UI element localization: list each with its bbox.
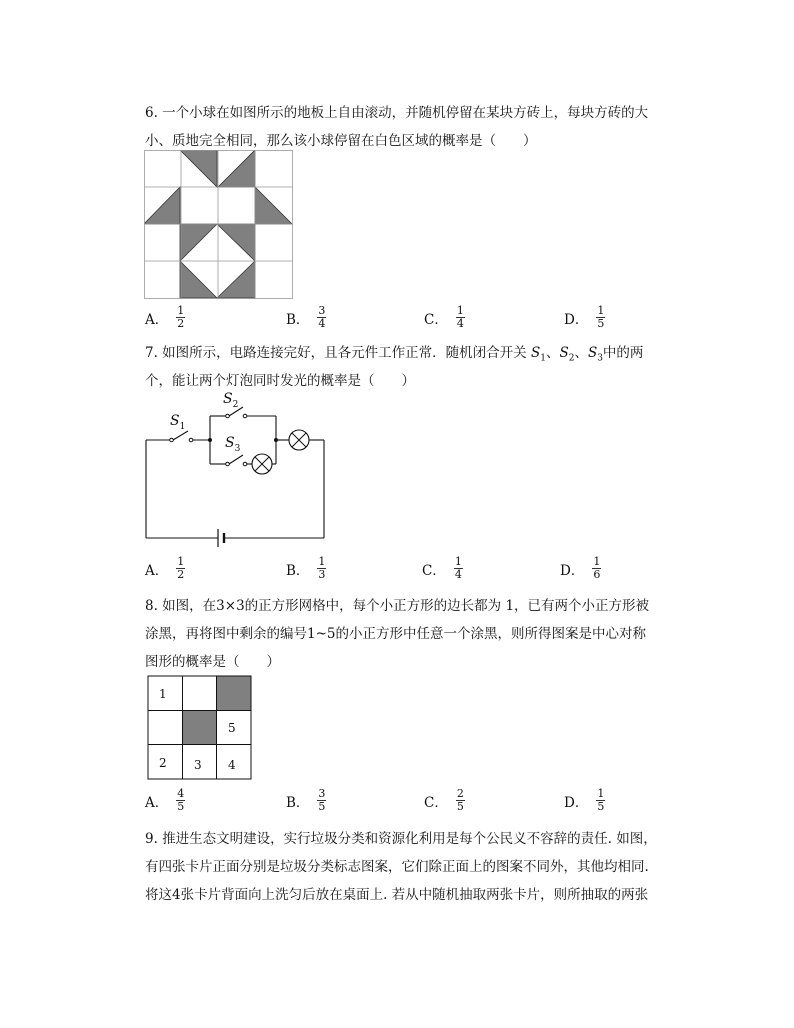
q9-text-line1: 9. 推进生态文明建设，实行垃圾分类和资源化利用是每个公民义不容辞的责任. 如图， xyxy=(145,831,657,847)
q8-cell-5: 5 xyxy=(228,721,236,735)
q8-cell-4: 4 xyxy=(228,758,236,772)
q6-text-line2: 小、质地完全相同，那么该小球停留在白色区域的概率是（ ） xyxy=(145,133,537,149)
q7-option-c[interactable]: C． $\frac{1}{4}$ xyxy=(422,555,462,581)
q7-label-s1: $S_1$ xyxy=(170,413,186,432)
q7-circuit-figure xyxy=(140,385,335,550)
q7-lamp-1 xyxy=(289,430,309,450)
q9-text-line2: 有四张卡片正面分别是垃圾分类标志图案，它们除正面上的图案不同外，其他均相同. xyxy=(145,859,649,875)
q6-tri-left xyxy=(144,187,180,224)
q6-option-a[interactable]: A． $\frac{1}{2}$ xyxy=(145,304,185,330)
q8-option-a[interactable]: A． $\frac{4}{5}$ xyxy=(145,787,185,813)
q7-text-line2: 个，能让两个灯泡同时发光的概率是（ ） xyxy=(145,373,415,389)
q8-option-b[interactable]: B． $\frac{3}{5}$ xyxy=(286,787,326,813)
q8-option-d[interactable]: D． $\frac{1}{5}$ xyxy=(564,787,605,813)
q6-option-d[interactable]: D． $\frac{1}{5}$ xyxy=(564,304,605,330)
q8-shaded-center xyxy=(183,710,217,744)
q6-option-c[interactable]: C． $\frac{1}{4}$ xyxy=(424,304,464,330)
q8-cell-1: 1 xyxy=(159,687,167,701)
q8-cell-2: 2 xyxy=(159,756,167,770)
q6-tri-right xyxy=(255,187,292,224)
q7-label-s2: $S_2$ xyxy=(223,391,239,410)
q8-text-line2: 涂黑，再将图中剩余的编号1~5的小正方形中任意一个涂黑，则所得图案是中心对称 xyxy=(145,626,646,642)
q6-option-b[interactable]: B． $\frac{3}{4}$ xyxy=(286,304,326,330)
q7-text-line1: 7. 如图所示，电路连接完好，且各元件工作正常．随机闭合开关 $S_1$、$S_2$、$S_3$中的两 xyxy=(145,345,644,364)
q8-cell-3: 3 xyxy=(194,758,202,772)
q7-label-s3: $S_3$ xyxy=(225,435,241,454)
q7-lamp-2 xyxy=(252,454,272,474)
q6-tri-top-right xyxy=(218,150,255,187)
q6-text-line1: 6. 一个小球在如图所示的地板上自由滚动，并随机停留在某块方砖上，每块方砖的大 xyxy=(145,105,649,121)
q8-shaded-top-right xyxy=(217,676,251,710)
q8-option-c[interactable]: C． $\frac{2}{5}$ xyxy=(424,787,464,813)
q6-floor-figure xyxy=(144,150,294,300)
q8-text-line1: 8. 如图，在3×3的正方形网格中，每个小正方形的边长都为 1，已有两个小正方形被 xyxy=(145,598,650,614)
q8-text-line3: 图形的概率是（ ） xyxy=(145,654,280,670)
q7-option-a[interactable]: A． $\frac{1}{2}$ xyxy=(145,555,185,581)
q9-text-line3: 将这4张卡片背面向上洗匀后放在桌面上. 若从中随机抽取两张卡片，则所抽取的两张 xyxy=(145,887,649,903)
q6-tri-top-left xyxy=(180,150,217,187)
q7-option-b[interactable]: B． $\frac{1}{3}$ xyxy=(286,555,326,581)
q8-grid-figure xyxy=(147,675,253,781)
q7-option-d[interactable]: D． $\frac{1}{6}$ xyxy=(560,555,601,581)
